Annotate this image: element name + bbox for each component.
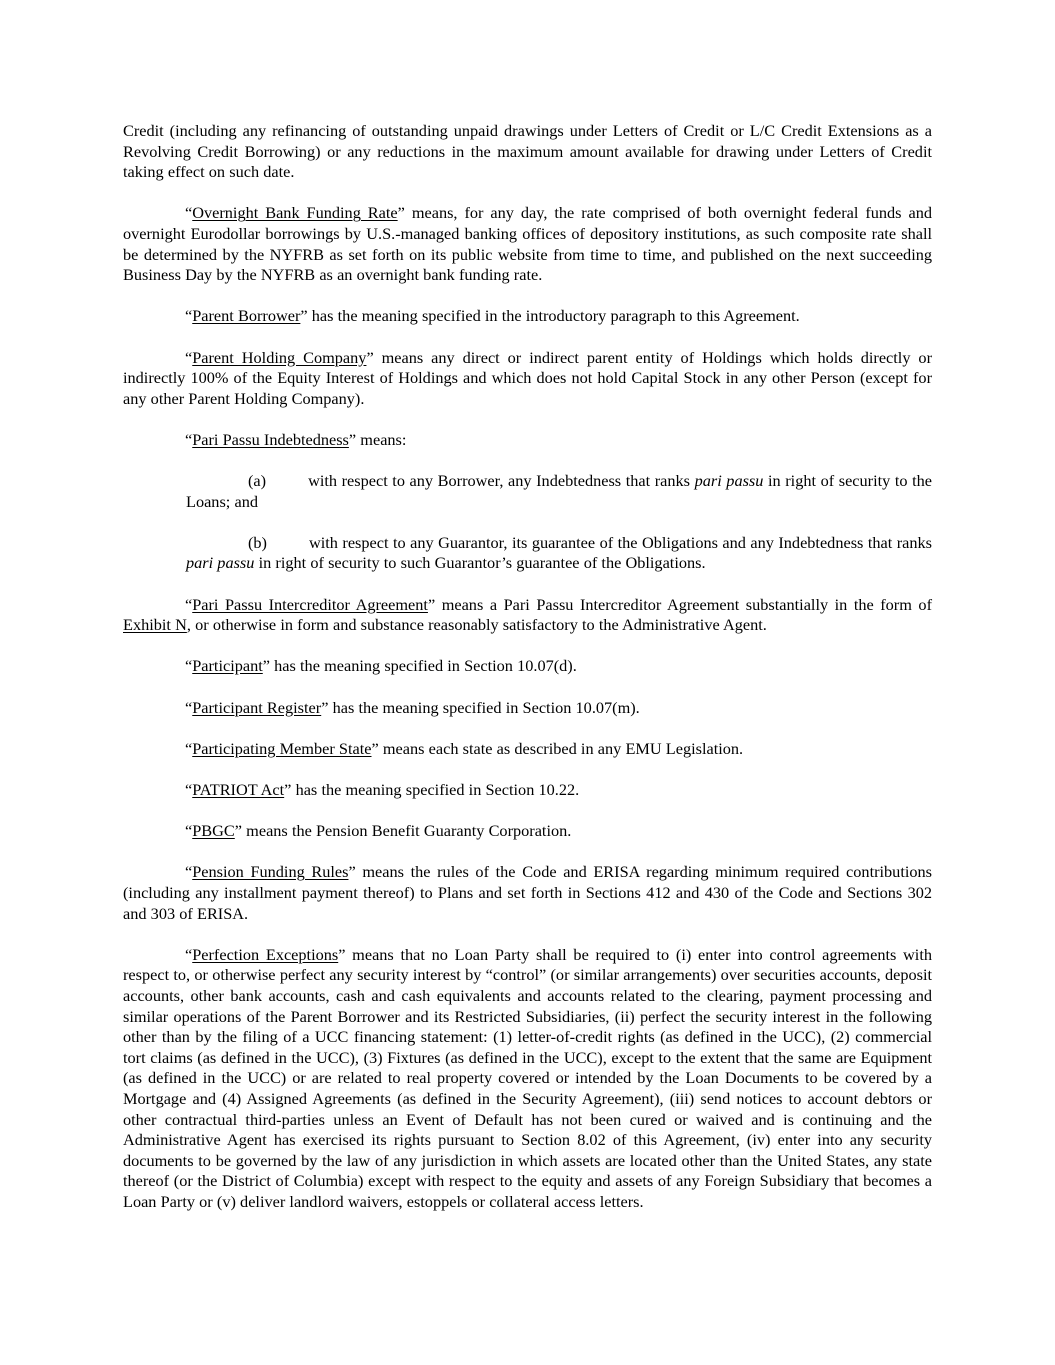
paragraph <box>123 430 932 451</box>
text-run: ” means: <box>348 429 407 449</box>
paragraph <box>186 533 932 574</box>
text-run: “ <box>185 738 193 758</box>
defined-term: Pari Passu Intercreditor Agreement <box>192 594 428 614</box>
defined-term: Perfection Exceptions <box>192 944 339 964</box>
paragraph <box>123 862 932 924</box>
text-run: ” has the meaning specified in Section 10.22. <box>284 780 580 799</box>
text-run: (a) <box>248 471 267 491</box>
text-run: Credit (including any refinancing of outstanding unpaid drawings under Letters of Credit or L/C Credit Extensions as a Revolving Credit Borrowing) or any reductions in the maximum amount available for drawing under Letters of Credit taking effect on such date. <box>123 121 932 182</box>
text-run: pari passu <box>186 553 255 573</box>
defined-term: Participant Register <box>192 697 322 717</box>
text-run: “ <box>185 944 193 964</box>
paragraph <box>123 780 932 801</box>
text-run: “ <box>185 656 193 676</box>
text-run: in right of security to such Guarantor’s guarantee of the Obligations. <box>254 553 706 573</box>
defined-term: Participant <box>192 656 263 676</box>
defined-term: Exhibit N <box>123 615 187 635</box>
text-run: “ <box>185 862 193 882</box>
paragraph <box>123 348 932 410</box>
defined-term: Parent Borrower <box>192 306 301 326</box>
text-run: ” means the rules of the Code and ERISA regarding minimum required contributions (including any installment payment thereof) to Plans and set forth in Sections 412 and 430 of the Code and Sections 302 and 303 of ERISA. <box>123 862 932 923</box>
text-run: ” means, for any day, the rate comprised of both overnight federal funds and overnight Eurodollar borrowings by U.S.-managed banking offices of depository institutions, as such composite rate shall be determined by the NYFRB as set forth on its public website from time to time, and published on the next succeeding Business Day by the NYFRB as an overnight bank funding rate. <box>123 203 932 285</box>
defined-term: Participating Member State <box>192 738 372 758</box>
paragraph <box>123 203 932 285</box>
text-run: “ <box>185 203 193 223</box>
paragraph <box>123 656 932 677</box>
text-run: “ <box>185 347 193 367</box>
text-run: “ <box>185 306 193 326</box>
defined-term: PBGC <box>192 821 235 841</box>
text-run: “ <box>185 697 193 717</box>
text-run: “ <box>185 429 193 449</box>
text-run: ” means a Pari Passu Intercreditor Agreement substantially in the form of <box>427 594 932 614</box>
text-run: in right of security to the Loans; and <box>186 471 932 511</box>
paragraph <box>123 739 932 760</box>
text-run: “ <box>185 594 193 614</box>
text-run: “ <box>185 821 193 841</box>
text-run: ” means the Pension Benefit Guaranty Corporation. <box>234 821 572 841</box>
text-run: pari passu <box>694 471 764 491</box>
text-run: ” means that no Loan Party shall be required to (i) enter into control agreements with respect to, or otherwise perfect any security interest by “control” (or similar arrangements) over securities accounts, deposit accounts, other bank accounts, cash and cash equivalents and accounts related to the clearing, payment processing and similar operations of the Parent Borrower and its Restricted Subsidiaries, (ii) perfect the security interest in the following other than by the filing of a UCC financing statement: (1) letter-of-credit rights (as defined in the UCC), (2) commercial tort claims (as defined in the UCC), (3) Fixtures (as defined in the UCC), except to the extent that the same are Equipment (as defined in the UCC) or are related to real property covered or intended by the Loan Documents to be covered by a Mortgage and (4) Assigned Agreements (as defined in the Security Agreement), (iii) send notices to account debtors or other contractual third-parties unless an Event of Default has not been cured or waived and is continuing and the Administrative Agent has exercised its rights pursuant to Section 8.02 of this Agreement, (iv) enter into any security documents to be governed by the law of any jurisdiction in which assets are located other than the United States, any state thereof (or the District of Columbia) except with respect to the equity and assets of any Foreign Subsidiary that becomes a Loan Party or (v) deliver landlord waivers, estoppels or collateral access letters. <box>123 944 932 1211</box>
paragraph <box>123 821 932 842</box>
text-run: ” means each state as described in any EMU Legislation. <box>371 738 744 758</box>
text-run: (b) <box>248 532 267 552</box>
defined-term: Pension Funding Rules <box>192 862 349 882</box>
defined-term: Pari Passu Indebtedness <box>192 429 349 449</box>
text-run: ” has the meaning specified in Section 10.07(m). <box>321 697 640 717</box>
text-run: with respect to any Guarantor, its guarantee of the Obligations and any Indebtedness that ranks <box>308 532 932 552</box>
text-run: , or otherwise in form and substance reasonably satisfactory to the Administrative Agent. <box>186 615 767 635</box>
paragraph <box>186 471 932 512</box>
defined-term: Overnight Bank Funding Rate <box>192 203 398 223</box>
text-run: ” has the meaning specified in Section 10.07(d). <box>262 656 577 676</box>
paragraph <box>123 945 932 1213</box>
paragraph <box>123 595 932 636</box>
text-run: ” has the meaning specified in the introductory paragraph to this Agreement. <box>300 306 800 326</box>
text-run: with respect to any Borrower, any Indebtedness that ranks <box>308 471 695 491</box>
text-run: “ <box>185 780 193 799</box>
text-run: ” means any direct or indirect parent entity of Holdings which holds directly or indirectly 100% of the Equity Interest of Holdings and which does not hold Capital Stock in any other Person (except for any other Parent Holding Company). <box>123 347 932 408</box>
paragraph <box>123 698 932 719</box>
paragraph <box>123 121 932 183</box>
defined-term: Parent Holding Company <box>192 347 367 367</box>
paragraph <box>123 306 932 327</box>
defined-term: PATRIOT Act <box>192 780 285 799</box>
